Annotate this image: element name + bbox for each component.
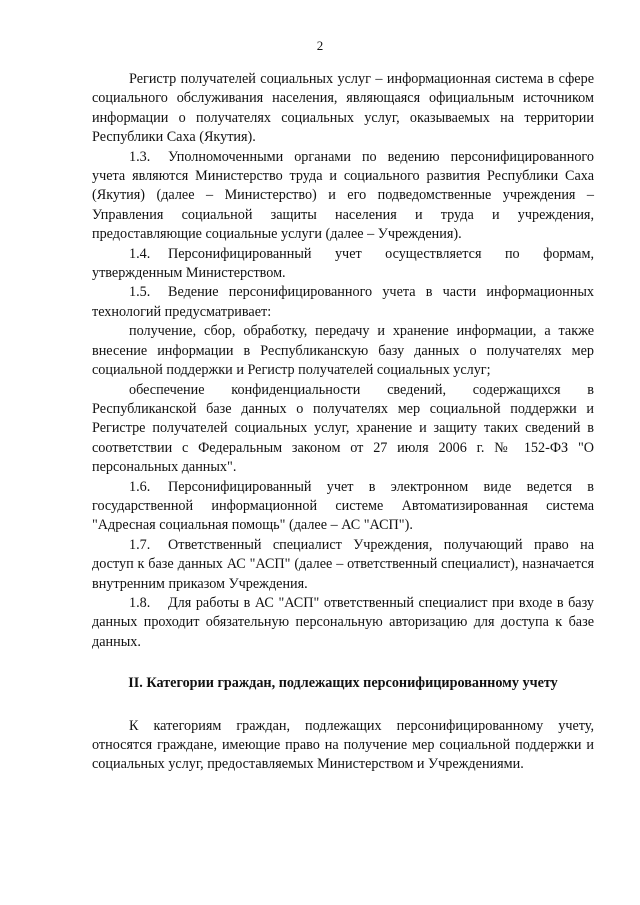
paragraph-1-6 — [92, 478, 594, 536]
paragraph-number: 1.7. — [129, 536, 151, 553]
paragraph-text: Ответственный специалист Учреждения, получающий право на доступ к базе данных АС "АСП" (далее – ответственный специалист), назначается внутренним приказом Учреждения. — [92, 536, 594, 592]
paragraph-text: получение, сбор, обработку, передачу и хранение информации, а также внесение информации в Республиканскую базу данных о получателях мер социальной поддержки и Регистр получателей социальных услуг; — [92, 323, 594, 379]
page-number: 2 — [316, 38, 324, 53]
paragraph-text: обеспечение конфиденциальности сведений, содержащихся в Республиканской базе данных о получателях мер социальной поддержки и Регистре получателей социальных услуг, хранение и защиту таких сведений в соответствии с Федеральным законом от 27 июля 2006 г. № 152-ФЗ "О персональных данных". — [92, 381, 594, 476]
paragraph-registry-definition — [92, 70, 594, 148]
document-body — [92, 70, 594, 775]
paragraph-1-8 — [92, 594, 594, 652]
paragraph-number: 1.3. — [129, 148, 151, 165]
paragraph-text: Регистр получателей социальных услуг – информационная система в сфере социального обслуживания населения, являющаяся официальным источником информации о получателях социальных услуг, оказываемых на территории Республики Саха (Якутия). — [92, 71, 594, 146]
paragraph-number: 1.5. — [129, 284, 151, 301]
paragraph-text: Ведение персонифицированного учета в части информационных технологий предусматривает: — [92, 284, 594, 320]
paragraph-categories — [92, 717, 594, 775]
paragraph-text: Уполномоченными органами по ведению персонифицированного учета являются Министерство труда и социального развития Республики Саха (Якутия) (далее – Министерство) и его подведомственные учреждения – Управления социальной защиты населения и труда и учреждения, предоставляющие социальные услуги (далее – Учреждения). — [92, 148, 594, 243]
paragraph-list-item-2 — [92, 381, 594, 478]
section-heading: II. Категории граждан, подлежащих персонифицированному учету — [128, 675, 558, 692]
paragraph-text: К категориям граждан, подлежащих персонифицированному учету, относятся граждане, имеющие право на получение мер социальной поддержки и социальных услуг, предоставляемых Министерством и Учреждениями. — [92, 717, 594, 773]
paragraph-text: Персонифицированный учет осуществляется по формам, утвержденным Министерством. — [92, 245, 594, 282]
paragraph-text: Персонифицированный учет в электронном виде ведется в государственной информационной системе Автоматизированная система "Адресная социальная помощь" (далее – АС "АСП"). — [92, 478, 594, 534]
paragraph-number: 1.8. — [129, 594, 151, 611]
paragraph-1-5 — [92, 283, 594, 322]
paragraph-1-4 — [92, 245, 594, 284]
paragraph-number: 1.4. — [129, 245, 151, 262]
paragraph-1-7 — [92, 536, 594, 594]
paragraph-1-3 — [92, 148, 594, 245]
paragraph-text: Для работы в АС "АСП" ответственный специалист при входе в базу данных проходит обязательную персональную авторизацию для доступа к базе данных. — [92, 594, 594, 650]
section-2-paragraphs — [92, 717, 594, 775]
paragraph-list-item-1 — [92, 322, 594, 380]
section-1-paragraphs — [92, 70, 594, 652]
paragraph-number: 1.6. — [129, 478, 151, 495]
